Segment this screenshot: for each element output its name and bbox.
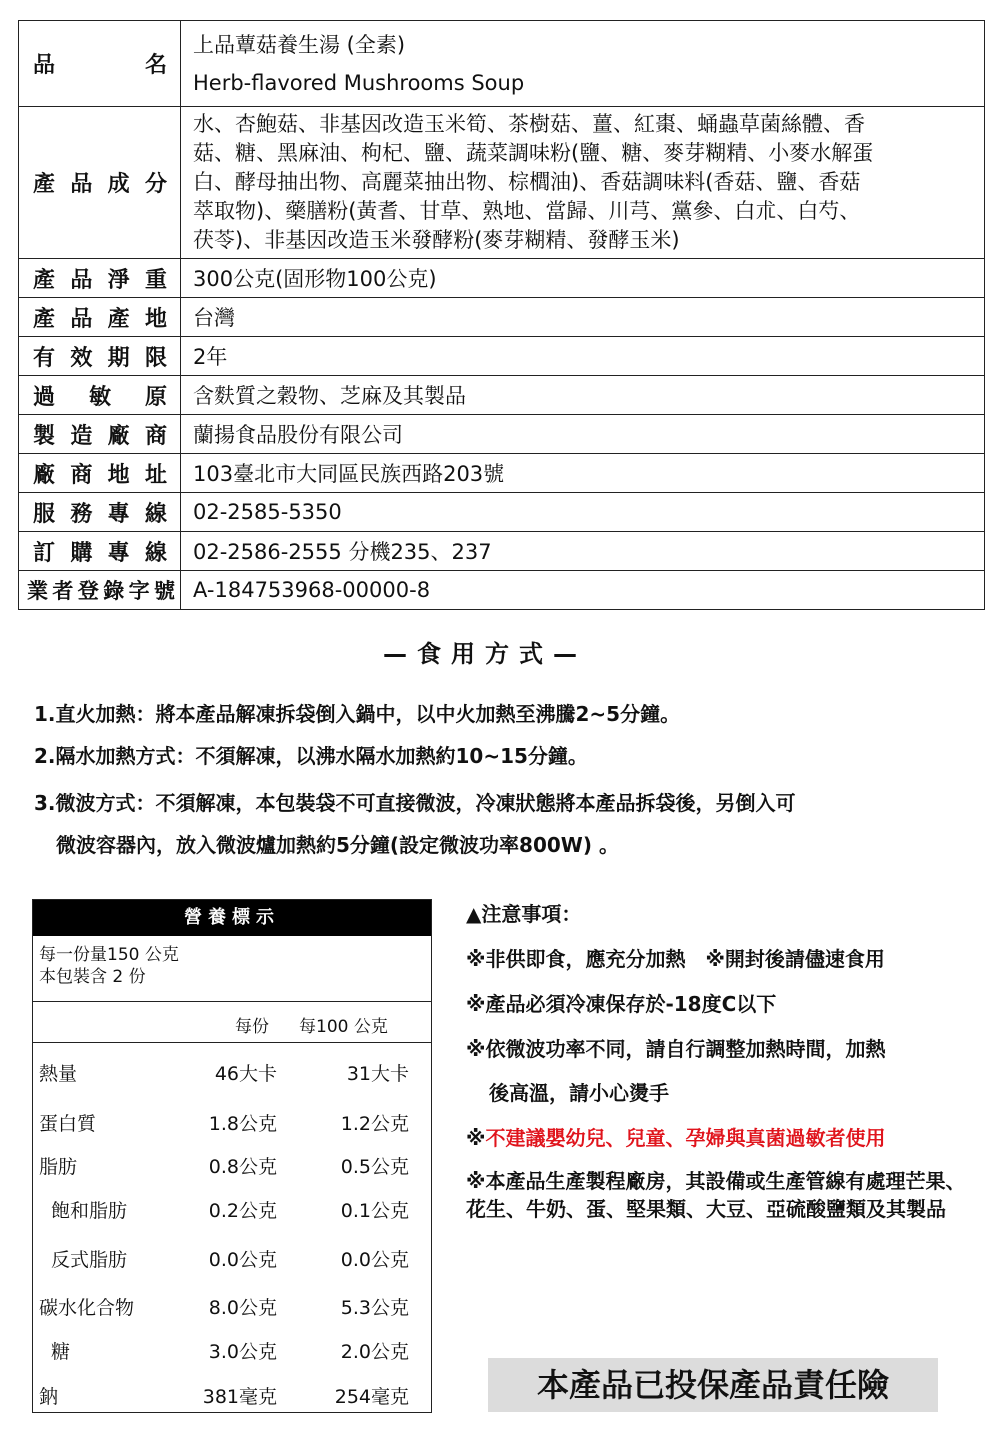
col-per-serving: 每份 (235, 1017, 269, 1037)
label-manufacturer: 製造廠商 (19, 415, 181, 454)
row-manufacturer (19, 415, 985, 454)
nutrient-per-serving: 3.0公克 (208, 1341, 277, 1363)
nutrient-per-100g: 31大卡 (346, 1063, 409, 1085)
note-keep-frozen: ※產品必須冷凍保存於-18度C以下 (466, 992, 777, 1016)
value-origin: 台灣 (181, 298, 985, 337)
label-shelf-life: 有效期限 (19, 337, 181, 376)
nutrient-per-100g: 2.0公克 (340, 1341, 409, 1363)
note-not-recommended (466, 1122, 885, 1151)
nutrient-per-serving: 8.0公克 (208, 1297, 277, 1319)
servings-per-pack: 本包裝含 2 份 (39, 967, 146, 987)
nutrition-facts-box (32, 899, 432, 1413)
label-origin: 產品產地 (19, 298, 181, 337)
label-allergens: 過敏原 (19, 376, 181, 415)
value-registration: A-184753968-00000-8 (181, 571, 985, 610)
nutrient-per-100g: 5.3公克 (340, 1297, 409, 1319)
label-ingredients: 產品成分 (19, 107, 181, 259)
label-address: 廠商地址 (19, 454, 181, 493)
nutrient-name: 碳水化合物 (39, 1297, 135, 1319)
row-product-name (19, 21, 985, 107)
row-origin (19, 298, 985, 337)
value-shelf-life: 2年 (181, 337, 985, 376)
value-ingredients (181, 107, 985, 259)
row-order-line (19, 532, 985, 571)
usage-step-3: 3.微波方式：不須解凍，本包裝袋不可直接微波，冷凍狀態將本產品拆袋後，另倒入可 (34, 791, 796, 815)
note-heat-before-eating: ※非供即食，應充分加熱 ※開封後請儘速食用 (466, 947, 885, 971)
value-product-name (181, 21, 985, 107)
product-name-zh: 上品蕈菇養生湯 (全素) (193, 32, 406, 57)
nutrient-name: 鈉 (39, 1386, 59, 1408)
nutrient-per-serving: 0.2公克 (208, 1200, 277, 1222)
label-order-line: 訂購專線 (19, 532, 181, 571)
value-order-line: 02-2586-2555 分機235、237 (181, 532, 985, 571)
nutrient-name: 脂肪 (39, 1156, 78, 1178)
ingredients-line: 茯苓)、非基因改造玉米發酵粉(麥芽糊精、發酵玉米) (193, 228, 680, 252)
row-shelf-life (19, 337, 985, 376)
serving-size: 每一份量150 公克 (39, 945, 179, 965)
nutrient-per-100g: 254毫克 (334, 1386, 409, 1408)
warning-text: 不建議嬰幼兒、兒童、孕婦與真菌過敏者使用 (485, 1126, 886, 1150)
row-allergens (19, 376, 985, 415)
nutrient-per-serving: 1.8公克 (208, 1113, 277, 1135)
ingredients-line: 菇、糖、黑麻油、枸杞、鹽、蔬菜調味粉(鹽、糖、麥芽糊精、小麥水解蛋 (193, 141, 874, 165)
value-address: 103臺北市大同區民族西路203號 (181, 454, 985, 493)
note-microwave-power: ※依微波功率不同，請自行調整加熱時間，加熱 (466, 1037, 886, 1061)
nutrition-column-header (33, 1002, 431, 1043)
nutrient-name: 飽和脂肪 (51, 1200, 128, 1222)
nutrient-name: 反式脂肪 (51, 1249, 128, 1271)
nutrient-name: 糖 (51, 1341, 71, 1363)
label-service-line: 服務專線 (19, 493, 181, 532)
label-registration: 業者登錄字號 (19, 571, 181, 610)
nutrient-per-100g: 0.1公克 (340, 1200, 409, 1222)
row-registration (19, 571, 985, 610)
label-net-weight: 產品淨重 (19, 259, 181, 298)
nutrient-per-serving: 381毫克 (202, 1386, 277, 1408)
ingredients-line: 白、酵母抽出物、高麗菜抽出物、棕櫚油)、香菇調味料(香菇、鹽、香菇 (193, 170, 861, 194)
label-product-name: 品名 (19, 21, 181, 107)
nutrient-per-100g: 0.5公克 (340, 1156, 409, 1178)
nutrient-name: 蛋白質 (39, 1113, 97, 1135)
note-microwave-power-cont: 後高溫，請小心燙手 (489, 1081, 669, 1105)
col-per-100g: 每100 公克 (299, 1017, 388, 1037)
usage-step-1: 1.直火加熱：將本產品解凍拆袋倒入鍋中，以中火加熱至沸騰2~5分鐘。 (34, 702, 681, 726)
usage-title: —食用方式— (383, 640, 587, 668)
row-address (19, 454, 985, 493)
nutrition-serving (33, 936, 431, 1002)
row-net-weight (19, 259, 985, 298)
nutrient-per-serving: 0.0公克 (208, 1249, 277, 1271)
note-allergen-facility: ※本產品生產製程廠房，其設備或生產管線有處理芒果、花生、牛奶、蛋、堅果類、大豆、亞硫酸鹽類及其製品 (466, 1169, 966, 1221)
row-ingredients (19, 107, 985, 259)
value-service-line: 02-2585-5350 (181, 493, 985, 532)
value-net-weight: 300公克(固形物100公克) (181, 259, 985, 298)
product-name-en: Herb-flavored Mushrooms Soup (193, 70, 525, 95)
notes-title: ▲注意事項： (466, 902, 582, 926)
liability-insurance-banner: 本產品已投保產品責任險 (488, 1358, 938, 1412)
nutrient-name: 熱量 (39, 1063, 78, 1085)
ingredients-line: 水、杏鮑菇、非基因改造玉米筍、茶樹菇、薑、紅棗、蛹蟲草菌絲體、香 (193, 112, 865, 136)
value-manufacturer: 蘭揚食品股份有限公司 (181, 415, 985, 454)
row-service-line (19, 493, 985, 532)
usage-step-3-cont: 微波容器內，放入微波爐加熱約5分鐘(設定微波功率800W) 。 (56, 833, 619, 857)
usage-step-2: 2.隔水加熱方式：不須解凍，以沸水隔水加熱約10~15分鐘。 (34, 744, 588, 768)
nutrient-per-100g: 1.2公克 (340, 1113, 409, 1135)
value-allergens: 含麩質之穀物、芝麻及其製品 (181, 376, 985, 415)
note-mark: ※ (466, 1126, 486, 1150)
ingredients-line: 萃取物)、藥膳粉(黃耆、甘草、熟地、當歸、川芎、黨參、白朮、白芍、 (193, 199, 861, 223)
nutrient-per-100g: 0.0公克 (340, 1249, 409, 1271)
nutrient-per-serving: 46大卡 (214, 1063, 277, 1085)
product-info-table (18, 20, 985, 610)
nutrition-title: 營養標示 (33, 900, 431, 936)
nutrient-per-serving: 0.8公克 (208, 1156, 277, 1178)
